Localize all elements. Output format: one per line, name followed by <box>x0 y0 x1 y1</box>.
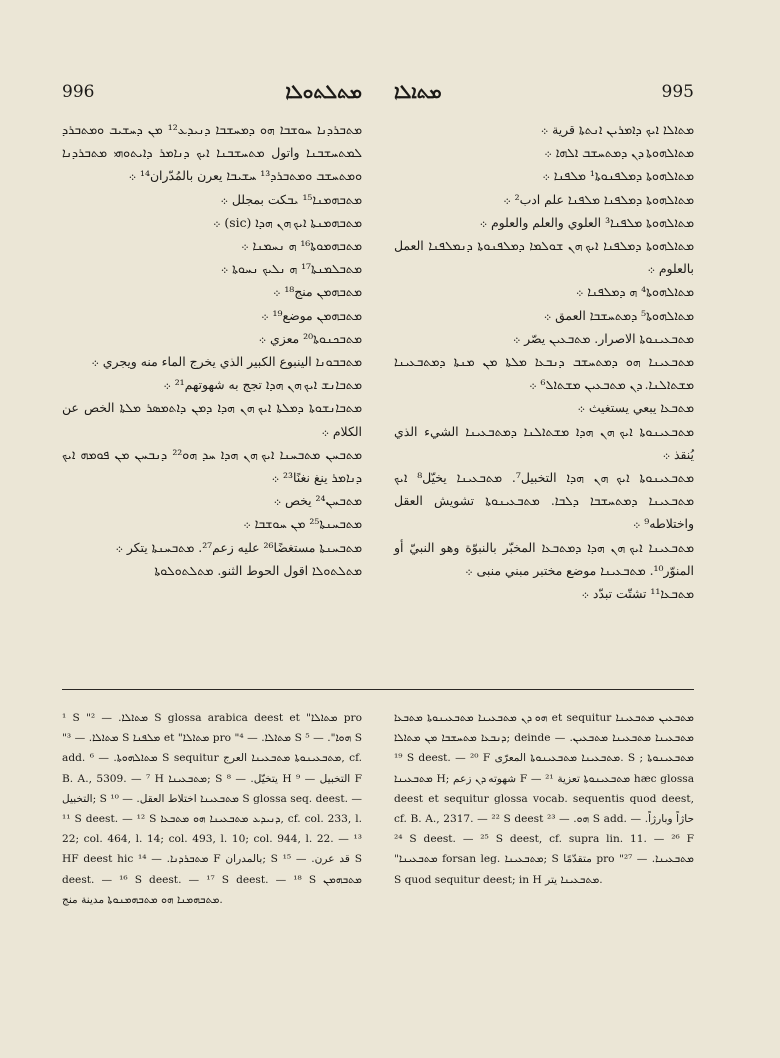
footnote-block: ܗܘ ܕܢ ܡܬܒܥܝܢܐ ܡܬܒܥܝܢܘܬܐ ܡܬܒܥܐ et sequitur ܡܬܒܥܝܢ ܡܬܒܥܝܢܐ ܕܢܒܥܐ ܡܬܚܫܒܐ ܡܢ ܡܬܐܠܐ; deinde ܡܬܒܥܝܢܐ ܡܬܒܥܝܢܐ ܡܬܒܥܝܢ. — ¹⁹ S deest. — ²⁰ F ܡܬܒܥܝܢܐ ܡܬܒܥܝܢܘܬܐ المعرّى. S ; ܡܬܒܥܝܢܘܬܐ ܡܬܒܥܝܢܐ H; شهوته ܕܢ زعم F — ²¹ ܡܬܒܥܝܢܘܬܐ تعزية hæc glossa deest et sequitur glossa vocab. sequentis quod deest, cf. B. A., 2317. — ²² S deest ܗܘ. — ²³ S add. حاژاً وبارژاً. — ²⁴ S deest. — ²⁵ S deest, cf. supra lin. 11. — ²⁶ F "ܡܬܒܥܝܢܐ forsan leg. ܡܬܒܥܝܢܐ; S متقدّمًا pro "ܡܬܒܥܝܢܐ. — ²⁷ S quod sequitur deest; in H ܡܬܒܥܝܢܐ يتر. <box>394 712 695 886</box>
dictionary-entry: ܡܬܒܟܢܘܬܐ²⁰ معزي ܀ <box>258 330 362 346</box>
dictionary-entry: ܡܬܒܗܡܢܐ¹⁵ ܝܒكت بمجلل ܀ <box>220 191 362 207</box>
dictionary-entry: ܡܬܒܥܝܢܘܬܐ الاصرار. ܡܬܒܥܝܢ يصّر ܀ <box>512 330 694 346</box>
left-page-header <box>62 78 362 106</box>
left-page-number: 996 <box>62 82 95 102</box>
dictionary-entry: ܡܬܒܚܢ ܡܬܒܚܢܐ ܐܝܟ ܗܢ ܗܕܐ ܚܕ ܗܘ²² ܕܢܒܚܢ ܡܢ ܦܘܡܗ ܐܝܟ ܕܢܐܡܪ ينغ نغنًا²³ ܀ <box>62 446 362 486</box>
dictionary-entry: ܡܬܐܠܗܘܬܐ ܕܢ ܕܡܬܚܫܒ ܐܠܗܐ ܀ <box>544 145 694 161</box>
dictionary-entry: ܡܬܒܥܝܢܘܬܐ ܐܝܟ ܗܢ ܗܕܐ ܡܫܬܐܠܢܐ ܕܡܬܒܥܝܢܐ الشيء الذي يُنقذ ܀ <box>394 423 694 462</box>
right-running-head: ܡܬܐܠܐ <box>394 81 442 103</box>
dictionary-entry: ܡܬܐܠܗܘܬܐ ܕܡܠܦܢܐ ܡܠܦܢܐ علم ادب² ܀ <box>503 191 694 207</box>
dictionary-entry: ܡܬܠܬܘܠܐ اقول الحوط الثنو. ܡܬܠܬܘܠܘܬܐ <box>154 562 362 578</box>
right-column <box>394 118 694 605</box>
footnote-block: ¹ S "ܡܬܐܠܐ. — ² S glossa arabica deest et "ܡܬܐܠܐ pro "ܡܬܐܠܐ. — ³ S ܡܠܦܢܐ et "ܡܬܐܠܐ pro "ܡܬܐܠܐ. — ⁴ S ܗܘܐ". — ⁵ S add. ܡܬܐܠܗܘܬܐ. — ⁶ S sequitur ܡܬܒܥܝܢܘܬܐ ܡܬܒܥܝܢܐ العرج, cf. B. A., 5309. — ⁷ H ܡܬܒܥܝܢܐ; S يتخيّل. — ⁸ H التخبيل — ⁹ F التخبيل; S ܡܬܒܥܝܢܐ اختلاط العقل. — ¹⁰ S glossa seq. deest. — ¹¹ S deest. — ¹² S ܕܢܝܕܥ ܡܬܒܥܝܢܐ ܗܘ ܡܬܒܥܐ, cf. col. 233, l. 22; col. 464, l. 14; col. 493, l. 10; col. 944, l. 22. — ¹³ HF deest hic ܡܬܒܪܕܢܐ. — ¹⁴ F بالمدران; S قد عرن. — ¹⁵ S deest. — ¹⁶ S deest. — ¹⁷ S deest. — ¹⁸ S ܡܬܒܗܡܢ ܡܬܒܗܡܢܐ ܗܘ ܡܬܒܗܡܢܘܬܐ مدينة منج. <box>62 712 363 906</box>
left-running-head: ܡܬܠܬܘܠܐ <box>285 81 362 103</box>
left-footnotes <box>62 708 362 910</box>
dictionary-entry: ܡܬܒܗܡܘܬܐ¹⁶ ܗ ܢܚܡܢܐ ܀ <box>241 238 362 254</box>
dictionary-entry: ܡܬܒܥܝܢܐ ܐܝܟ ܗܢ ܗܕܐ ܕܡܬܒܥܐ المخبّر بالنبوّة وهو النبيّ أو المنوّر¹⁰. ܡܬܒܥܝܢܐ موضع مختبر مبني منبى ܀ <box>394 539 694 578</box>
dictionary-entry: ܡܬܐܠܗܘܬܐ ܕܡܠܦܢܐ ܐܝܟ ܗܢ ܫܘܠܡܐ ܕܡܠܦܢܘܬܐ ܕܢܡܠܦܢܐ العمل بالعلوم ܀ <box>394 238 694 277</box>
dictionary-entry: ܡܬܒܥܝܢܐ ܗܘ ܕܡܬܚܫܒ ܕܢܒܥܐ ܡܠܬܐ ܡܢ ܡܢܬܐ ܕܡܬܒܥܝܢܐ ܡܫܬܐܠܢܐ. ܕܢ ܡܬܒܥܝܢ ܡܫܬܐܠ⁶ ܀ <box>394 354 694 393</box>
dictionary-entry: ܡܬܒܗܡܢ منج¹⁸ ܀ <box>272 284 362 300</box>
footnote-divider <box>62 689 694 690</box>
dictionary-entry: ܡܬܒܥܐ¹¹ تشتّت تبدّد ܀ <box>581 586 694 602</box>
dictionary-entry: ܡܬܒܚܢܬܐ مستغضًا²⁶ عليه زعم²⁷. ܡܬܒܚܢܬܐ يتكر ܀ <box>115 539 362 555</box>
dictionary-entry: ܡܬܒܚܢ²⁴ يخص ܀ <box>273 493 362 509</box>
dictionary-entry: ܡܬܒܥܝܢܘܬܐ ܐܝܟ ܗܢ ܗܕܐ التخبيل⁷. ܡܬܒܥܝܢܐ يخيّل⁸ ܐܝܟ ܡܬܒܥܝܢܐ ܕܡܬܚܫܒܐ ܕܠܒܐ. ܡܬܒܥܝܢܘܬܐ تشويش العقل واختلاطه⁹ ܀ <box>394 470 694 532</box>
dictionary-entry: ܡܬܒܐܢܫܘܬܐ ܕܡܠܬܐ ܐܝܟ ܗܢ ܗܕܐ ܕܡܢ ܕܐܬܡܣܪ ܡܠܬܐ الخص عن الكلام ܀ <box>62 400 362 439</box>
dictionary-entry: ܡܬܒܗܡܢܬܐ ܐܝܟ ܗܢ ܗܕܐ (sic) ܀ <box>213 214 362 230</box>
left-column <box>62 118 362 582</box>
dictionary-entry: ܡܬܐܠܗܘܬܐ⁴ ܗ ܕܡܠܦܢܐ ܀ <box>575 284 694 300</box>
dictionary-entry: ܡܬܒܚܢܬܐ²⁵ ܡܢ ܚܘܫܒܐ ܀ <box>243 516 362 532</box>
dictionary-entry: ܡܬܒܐܢܫ ܐܝܟ ܗܢ ܗܕܐ تجج به شهوتهم²¹ ܀ <box>163 377 362 393</box>
dictionary-entry: ܡܬܒܗܡܢ موضع¹⁹ ܀ <box>261 307 362 323</box>
dictionary-entry: ܡܬܐܠܗܘܬܐ ܕܡܠܦܢܘܬܐ¹ ܡܠܦܢܐ ܀ <box>542 168 694 184</box>
dictionary-entry: ܡܬܐܠܗܘܬܐ ܡܠܦܢܐ³ العلوي والعلم والعلوم ܀ <box>479 214 694 230</box>
dictionary-entry: ܡܬܒܒܘܢܐ الينبوع الكبير الذي يخرج الماء منه ويجري ܀ <box>91 354 362 370</box>
right-footnotes <box>394 708 694 890</box>
dictionary-entry: ܡܬܒܠܡܢܬܐ¹⁷ ܗ ܢܠܝܟ ܢܚܘܬܐ ܀ <box>220 261 362 277</box>
dictionary-entry: ܡܬܒܥܐ يبعي يستغيث ܀ <box>577 400 694 416</box>
right-page-number: 995 <box>661 82 694 102</box>
right-page-header <box>394 78 694 106</box>
dictionary-entry: ܡܬܐܠܗܘܬܐ⁵ ܕܡܬܚܫܒܐ العمق ܀ <box>543 307 694 323</box>
dictionary-entry: ܡܬܐܠܐ ܐܝܟ ܕܐܡܪܝܢ ܐܢܬܬܐ قرية ܀ <box>540 122 694 137</box>
dictionary-entry: ܡܬܒܪܕܢܐ ܚܘܫܒܐ ܗܘ ܕܡܚܫܒܐ ܕܢܝܕܥ¹² ܡܢ ܕܚܫܝܒ ܘܡܬܒܪܕ ܠܡܬܚܫܒܢܐ واتول ܡܬܚܫܒܢܐ ܐܝܟ ܕܢܐܡܪ ܕܐܝܬܘܗܝ ܡܬܒܪܕܢܐ ܘܡܬܚܫܒ ܘܡܬܒܪܕ¹³ ܚܫܝܒܐ يعرن بالمُدّران¹⁴ ܀ <box>62 122 362 184</box>
